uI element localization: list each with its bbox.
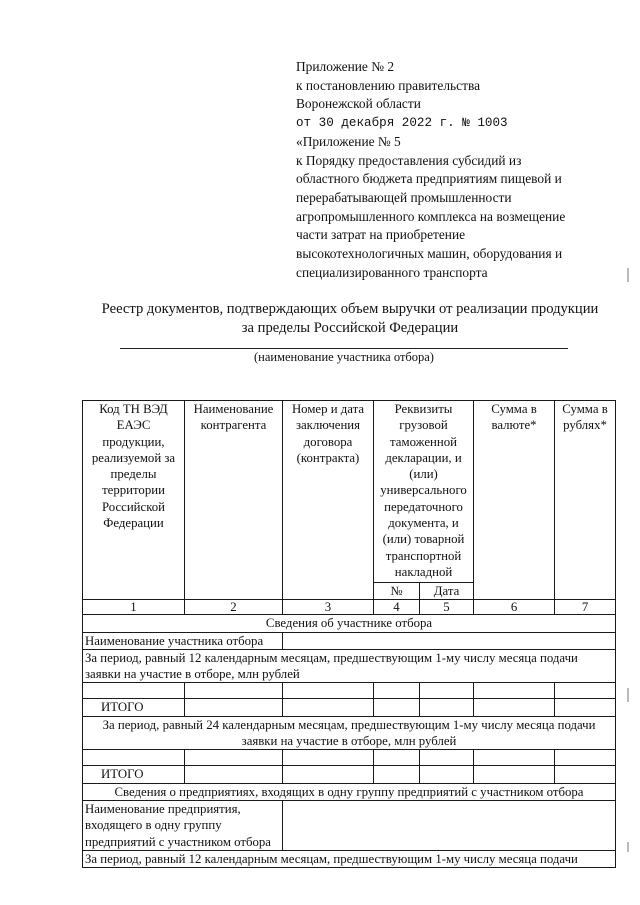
column-number: 6 — [474, 600, 555, 615]
data-row-empty — [83, 750, 616, 766]
column-number: 4 — [374, 600, 420, 615]
appendix-line: агропромышленного комплекса на возмещение — [296, 208, 566, 224]
appendix-line: к постановлению правительства — [296, 77, 481, 93]
column-number: 5 — [420, 600, 474, 615]
header-number-sub: № — [374, 583, 420, 600]
group-enterprise-label: Наименование предприятия, входящего в одну группу предприятий с участником отбора — [83, 800, 283, 850]
appendix-date-line: от 30 декабря 2022 г. № 1003 — [296, 116, 508, 131]
section-group-heading: Сведения о предприятиях, входящих в одну группу предприятий с участником отбора — [83, 783, 616, 800]
section-participant-heading: Сведения об участнике отбора — [83, 615, 616, 632]
column-number: 3 — [283, 600, 374, 615]
appendix-line: «Приложение № 5 — [296, 133, 401, 149]
appendix-block — [296, 58, 616, 282]
header-code-tnved: Код ТН ВЭД ЕАЭС продукции, реализуемой за пределы территории Российской Федерации — [83, 401, 185, 600]
total-label: ИТОГО — [83, 699, 185, 716]
title-line: за пределы Российской Федерации — [241, 319, 459, 336]
document-title — [70, 300, 630, 337]
header-declaration-details: Реквизиты грузовой таможенной декларации, и (или) универсального передаточного документа, и (или) товарной транспортной накладной — [374, 401, 474, 583]
header-sum-rubles: Сумма в рублях* — [555, 401, 616, 600]
group-enterprise-value — [283, 800, 616, 850]
period-12-heading-group: За период, равный 12 календарным месяцам, предшествующим 1-му числу месяца подачи — [83, 850, 616, 867]
appendix-line: Приложение № 2 — [296, 59, 395, 74]
participant-name-caption: (наименование участника отбора) — [254, 350, 434, 364]
header-counterparty: Наименование контрагента — [185, 401, 283, 600]
scan-edge-mark — [627, 688, 629, 702]
participant-name-line — [120, 348, 568, 349]
column-number: 1 — [83, 600, 185, 615]
period-12-heading: За период, равный 12 календарным месяцам, предшествующим 1-му числу месяца подачи заявки на участие в отборе, млн рублей — [83, 649, 616, 683]
registry-table — [82, 400, 616, 868]
period-24-heading: За период, равный 24 календарным месяцам, предшествующим 1-му числу месяца подачи заявки на участие в отборе, млн рублей — [83, 716, 616, 750]
header-sum-currency: Сумма в валюте* — [474, 401, 555, 600]
scan-edge-mark — [627, 842, 629, 852]
appendix-line: перерабатывающей промышленности — [296, 189, 512, 205]
appendix-line: Воронежской области — [296, 96, 421, 112]
appendix-line: части затрат на приобретение — [296, 227, 466, 243]
appendix-line: к Порядку предоставления субсидий из — [296, 152, 522, 168]
scan-edge-mark — [627, 268, 629, 282]
participant-name-value — [283, 632, 616, 649]
participant-name-label: Наименование участника отбора — [83, 632, 283, 649]
appendix-line: областного бюджета предприятиям пищевой и — [296, 171, 562, 187]
column-number: 7 — [555, 600, 616, 615]
header-contract: Номер и дата заключения договора (контракта) — [283, 401, 374, 600]
appendix-line: высокотехнологичных машин, оборудования и — [296, 246, 563, 262]
header-date-sub: Дата — [420, 583, 474, 600]
data-row-empty — [83, 683, 616, 699]
column-numbers-row — [83, 600, 616, 615]
title-line: Реестр документов, подтверждающих объем выручки от реализации продукции — [101, 301, 599, 317]
column-number: 2 — [185, 600, 283, 615]
appendix-line: специализированного транспорта — [296, 264, 488, 280]
total-label: ИТОГО — [83, 766, 185, 783]
